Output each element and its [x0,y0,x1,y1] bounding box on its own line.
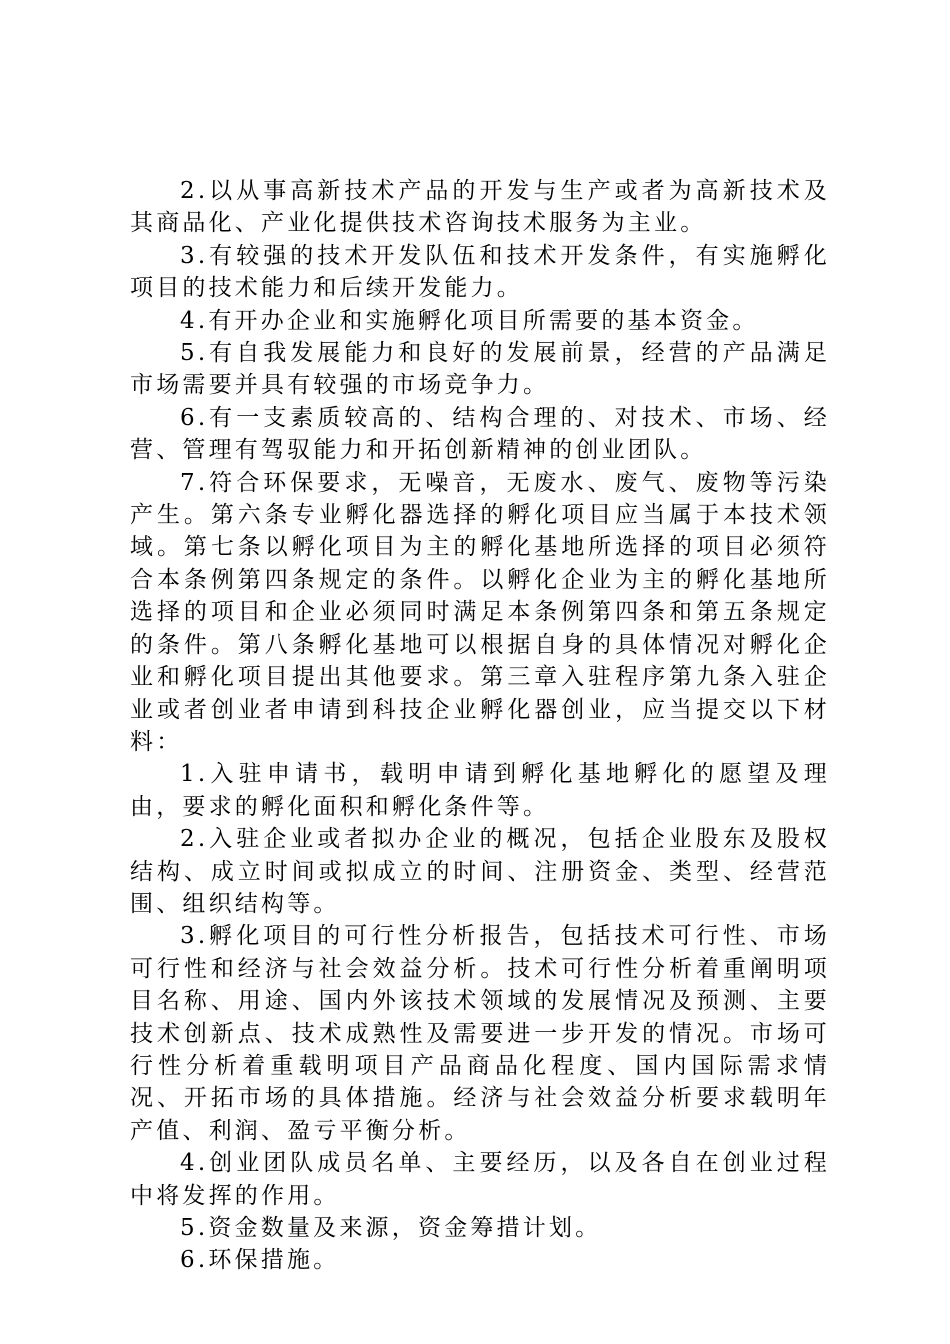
paragraph: 3.孵化项目的可行性分析报告，包括技术可行性、市场可行性和经济与社会效益分析。技术可行性分析着重阐明项目名称、用途、国内外该技术领域的发展情况及预测、主要技术创新点、技术成熟性及需要进一步开发的情况。市场可行性分析着重载明项目产品商品化程度、国内国际需求情况、开拓市场的具体措施。经济与社会效益分析要求载明年产值、利润、盈亏平衡分析。 [130,923,830,1144]
paragraph: 4.创业团队成员名单、主要经历，以及各自在创业过程中将发挥的作用。 [130,1150,830,1209]
paragraph: 7.符合环保要求，无噪音，无废水、废气、废物等污染产生。第六条专业孵化器选择的孵化项目应当属于本技术领域。第七条以孵化项目为主的孵化基地所选择的项目必须符合本条例第四条规定的条件。以孵化企业为主的孵化基地所选择的项目和企业必须同时满足本条例第四条和第五条规定的条件。第八条孵化基地可以根据自身的具体情况对孵化企业和孵化项目提出其他要求。第三章入驻程序第九条入驻企业或者创业者申请到科技企业孵化器创业，应当提交以下材料： [130,469,830,755]
document-body [130,175,830,1277]
paragraph: 4.有开办企业和实施孵化项目所需要的基本资金。 [180,307,759,334]
paragraph: 2.以从事高新技术产品的开发与生产或者为高新技术及其商品化、产业化提供技术咨询技术服务为主业。 [130,178,830,237]
paragraph: 6.环保措施。 [180,1247,340,1274]
paragraph: 5.资金数量及来源，资金筹措计划。 [180,1215,602,1241]
paragraph: 5.有自我发展能力和良好的发展前景，经营的产品满足市场需要并具有较强的市场竞争力。 [130,340,830,399]
paragraph: 2.入驻企业或者拟办企业的概况，包括企业股东及股权结构、成立时间或拟成立的时间、注册资金、类型、经营范围、组织结构等。 [130,826,830,917]
paragraph: 1.入驻申请书，载明申请到孵化基地孵化的愿望及理由，要求的孵化面积和孵化条件等。 [130,761,830,820]
paragraph: 3.有较强的技术开发队伍和技术开发条件，有实施孵化项目的技术能力和后续开发能力。 [130,242,830,302]
paragraph: 6.有一支素质较高的、结构合理的、对技术、市场、经营、管理有驾驭能力和开拓创新精神的创业团队。 [130,404,830,464]
